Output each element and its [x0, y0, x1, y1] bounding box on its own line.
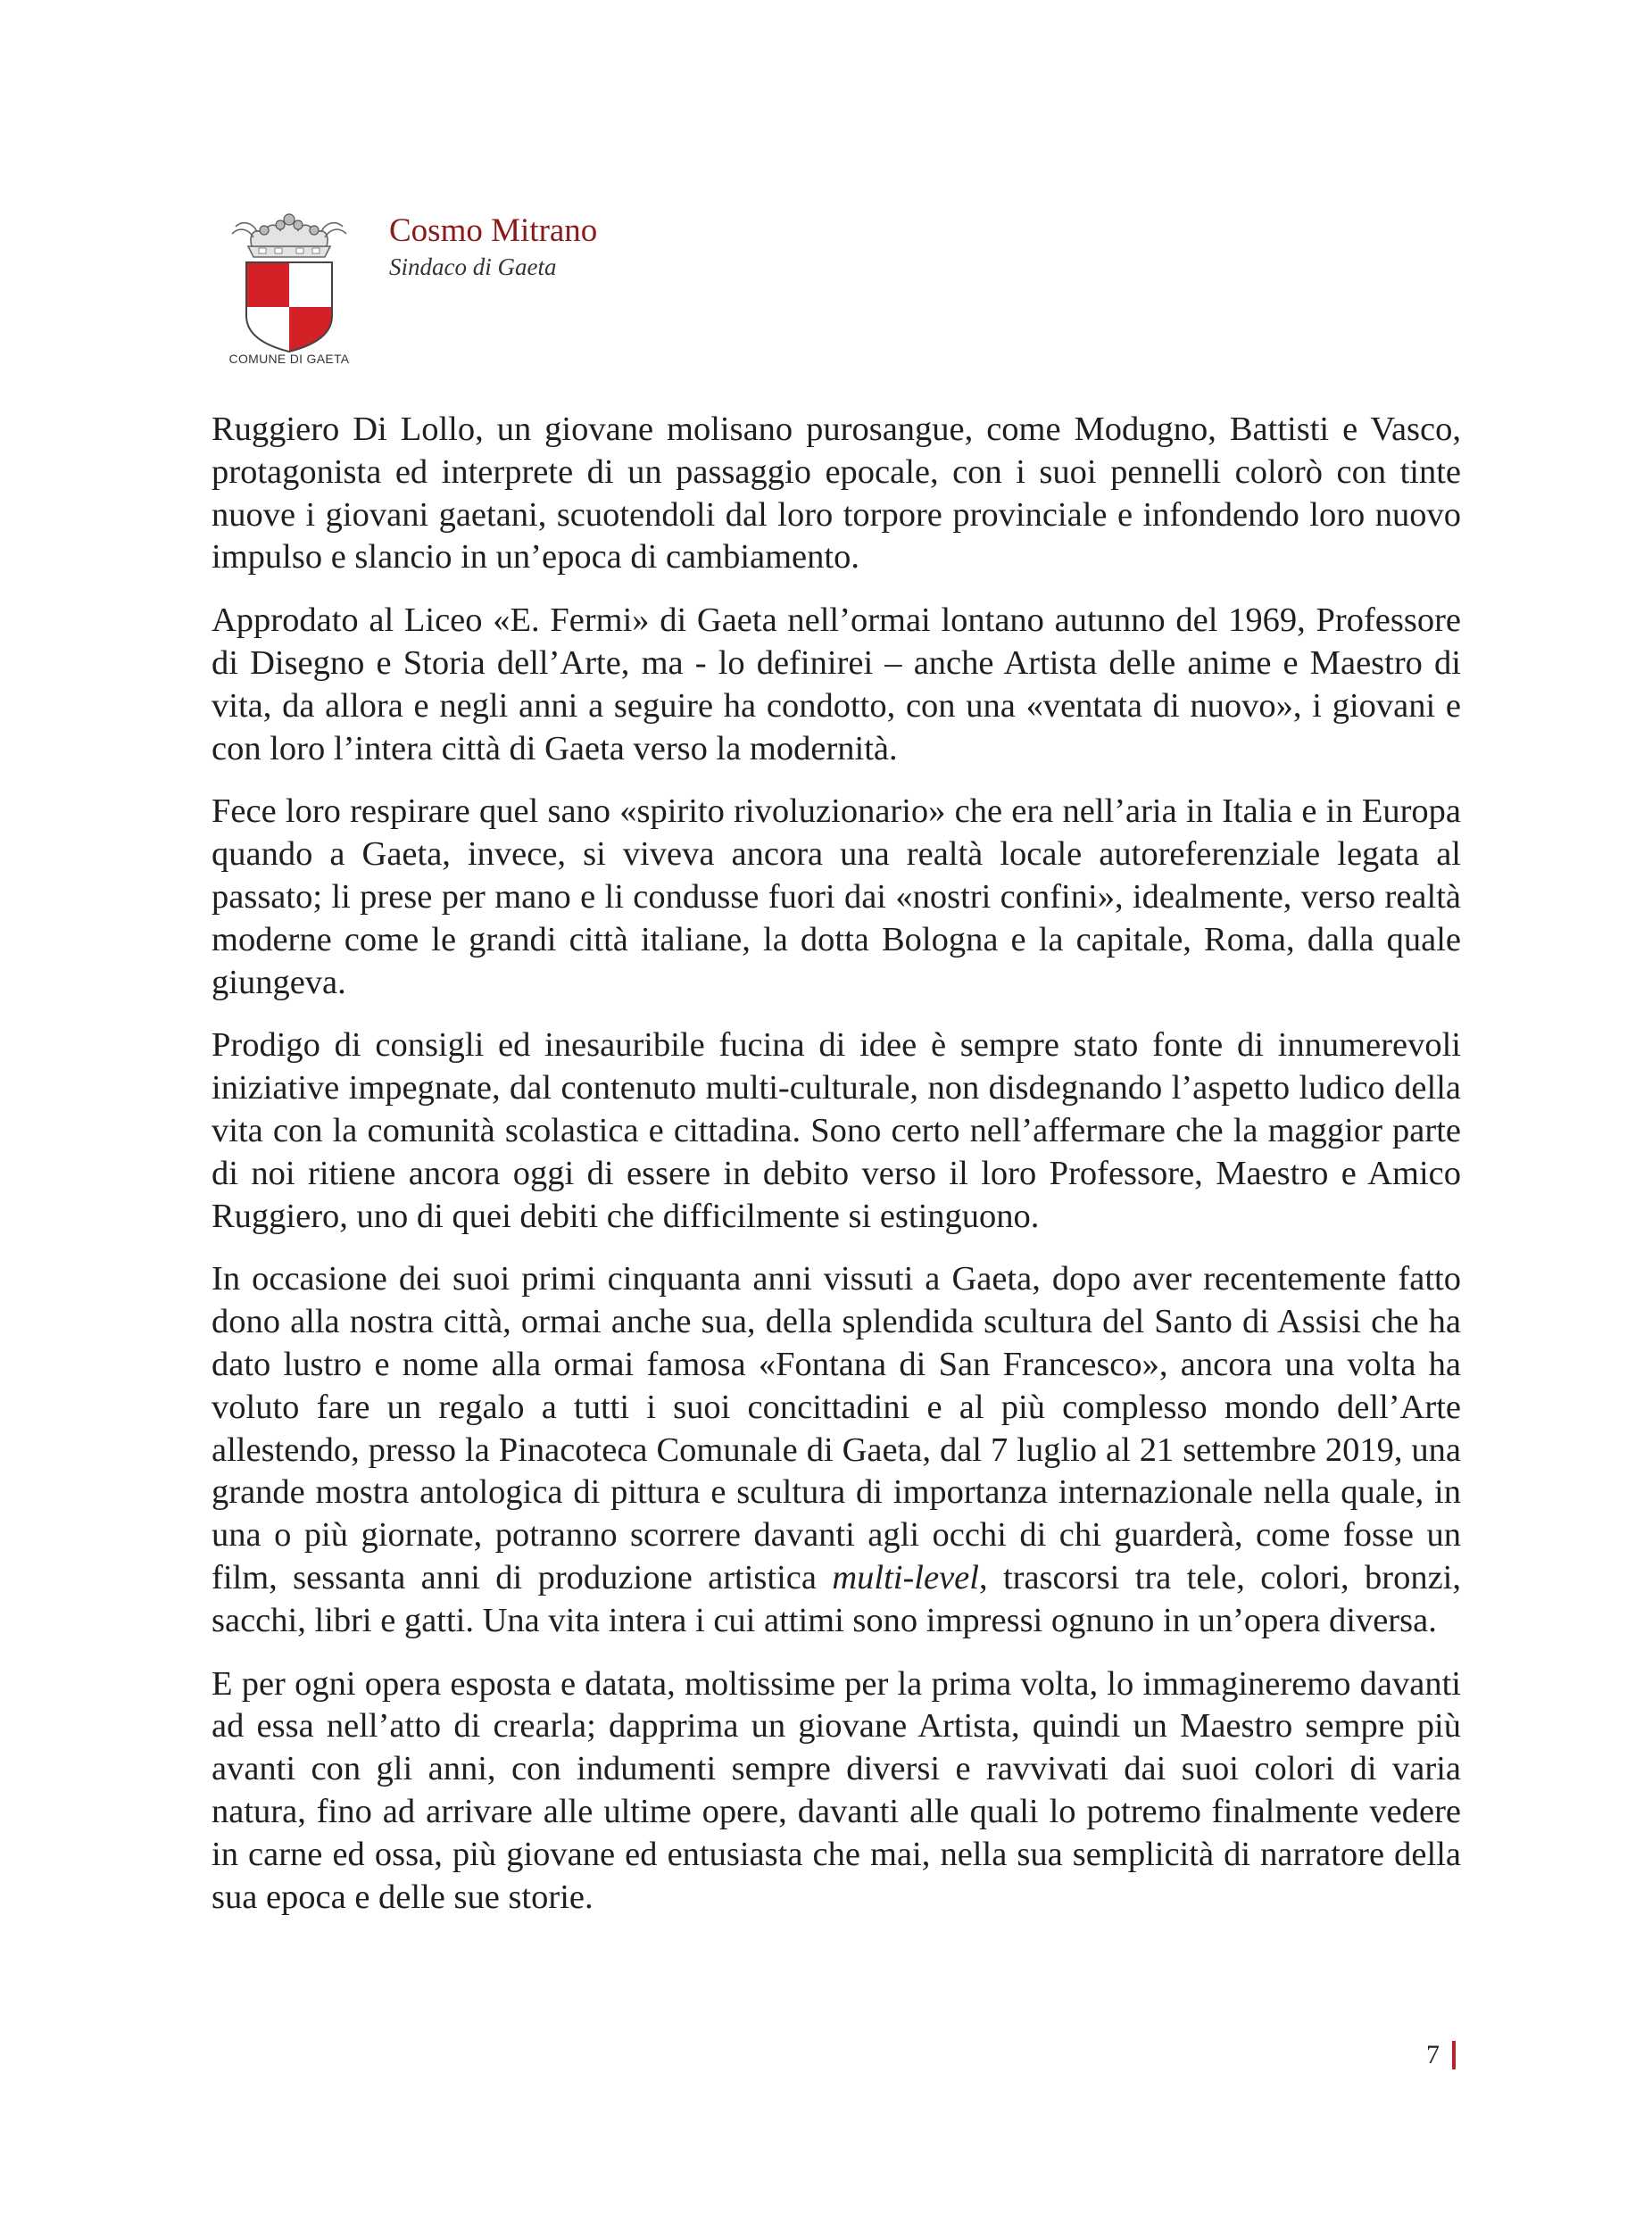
- paragraph-5: [212, 1258, 1461, 1642]
- paragraph-4: Prodigo di consigli ed inesauribile fucina di idee è sempre stato fonte di innumerevoli iniziative impegnate, dal contenuto multi-culturale, non disdegnando l’aspetto ludico della vita con la comunità scolastica e cittadina. Sono certo nell’affermare che la maggior parte di noi ritiene ancora oggi di essere in debito verso il loro Professore, Maestro e Amico Ruggiero, uno di quei debiti che difficilmente si estinguono.: [212, 1026, 1461, 1235]
- folio-bar: [1452, 2041, 1456, 2069]
- author-name: Cosmo Mitrano: [389, 212, 598, 249]
- paragraph-5-text-end: , trascorsi tra tele, colori, bronzi, sacchi, libri e gatti. Una vita intera i cui attimi sono impressi ognuno in un’opera diversa.: [212, 1558, 1461, 1639]
- author-block: [389, 211, 597, 282]
- comune-di-gaeta-crest: [228, 207, 350, 377]
- paragraph-2: Approdato al Liceo «E. Fermi» di Gaeta nell’ormai lontano autunno del 1969, Professore di Disegno e Storia dell’Arte, ma - lo definirei – anche Artista delle anime e Maestro di vita, da allora e negli anni a seguire ha condotto, con una «ventata di nuovo», i giovani e con loro l’intera città di Gaeta verso la modernità.: [212, 601, 1461, 767]
- page-footer: [1426, 2040, 1456, 2070]
- author-role: Sindaco di Gaeta: [389, 253, 557, 280]
- paragraph-5-italic-term: multi-level: [832, 1558, 979, 1596]
- letter-body: [212, 409, 1461, 1939]
- paragraph-5-text-start: In occasione dei suoi primi cinquanta anni vissuti a Gaeta, dopo aver recentemente fatto dono alla nostra città, ormai anche sua, della splendida scultura del Santo di Assisi che ha dato lustro e nome alla ormai famosa «Fontana di San Francesco», ancora una volta ha voluto fare un regalo a tutti i suoi concittadini e al più complesso mondo dell’Arte allestendo, presso la Pinacoteca Comunale di Gaeta, dal 7 luglio al 21 settembre 2019, una grande mostra antologica di pittura e scultura di importanza internazionale nella quale, in una o più giornate, potranno scorrere davanti agli occhi di chi guarderà, come fosse un film, sessanta anni di produzione artistica: [212, 1260, 1461, 1596]
- letter-header: [228, 207, 1478, 377]
- page-number: 7: [1426, 2040, 1440, 2069]
- crest-caption: COMUNE DI GAETA: [228, 352, 350, 366]
- paragraph-1: Ruggiero Di Lollo, un giovane molisano purosangue, come Modugno, Battisti e Vasco, protagonista ed interprete di un passaggio epocale, con i suoi pennelli colorò con tinte nuove i giovani gaetani, scuotendoli dal loro torpore provinciale e infondendo loro nuovo impulso e slancio in un’epoca di cambiamento.: [212, 410, 1461, 576]
- coat-of-arms-icon: [228, 207, 350, 354]
- paragraph-6: E per ogni opera esposta e datata, moltissime per la prima volta, lo immagineremo davanti ad essa nell’atto di crearla; dapprima un giovane Artista, quindi un Maestro sempre più avanti con gli anni, con indumenti sempre diversi e ravvivati dai suoi colori di varia natura, fino ad arrivare alle ultime opere, davanti alle quali lo potremo finalmente vedere in carne ed ossa, più giovane ed entusiasta che mai, nella sua semplicità di narratore della sua epoca e delle sue storie.: [212, 1664, 1461, 1916]
- paragraph-3: Fece loro respirare quel sano «spirito rivoluzionario» che era nell’aria in Italia e in Europa quando a Gaeta, invece, si viveva ancora una realtà locale autoreferenziale legata al passato; li prese per mano e li condusse fuori dai «nostri confini», idealmente, verso realtà moderne come le grandi città italiane, la dotta Bologna e la capitale, Roma, dalla quale giungeva.: [212, 792, 1461, 1001]
